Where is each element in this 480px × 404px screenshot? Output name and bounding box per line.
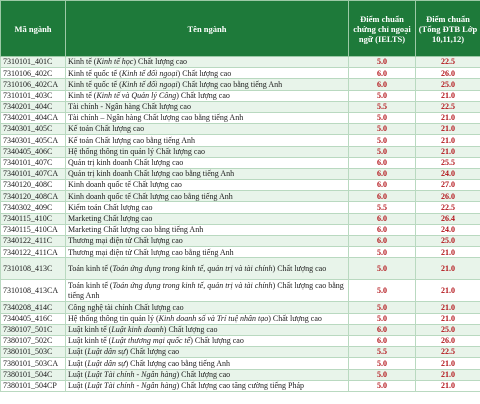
gpa-score: 21.0 [416, 302, 480, 313]
gpa-score: 21.0 [416, 146, 480, 157]
header-name: Tên ngành [66, 1, 349, 57]
gpa-score: 22.5 [416, 202, 480, 213]
table-row [1, 324, 480, 335]
ielts-score: 6.0 [349, 157, 416, 168]
major-name [66, 380, 349, 391]
gpa-score: 26.4 [416, 213, 480, 224]
ielts-score: 5.5 [349, 202, 416, 213]
table-row [1, 302, 480, 313]
major-name [66, 57, 349, 68]
ielts-score: 6.0 [349, 68, 416, 79]
table-row [1, 79, 480, 90]
ielts-score: 5.0 [349, 358, 416, 369]
major-name-text: Kinh tế quốc tế ( [68, 68, 122, 78]
major-name-text: Kinh doanh quốc tế Chất lượng cao [68, 180, 182, 190]
major-name [66, 302, 349, 313]
major-name-text: Công nghệ tài chính Chất lượng cao [68, 302, 184, 312]
major-code: 7340115_410CA [1, 224, 66, 235]
major-specialization: Kinh tế học [96, 57, 134, 67]
major-code: 7340122_411CA [1, 247, 66, 258]
major-name [66, 124, 349, 135]
gpa-score: 25.5 [416, 157, 480, 168]
major-code: 7380101_504C [1, 369, 66, 380]
header-ielts: Điểm chuẩn chứng chỉ ngoại ngữ (IELTS) [349, 1, 416, 57]
major-code: 7310106_402C [1, 68, 66, 79]
table-row [1, 112, 480, 123]
major-code: 7340101_407C [1, 157, 66, 168]
major-name-text: Luật ( [68, 369, 88, 379]
major-name [66, 236, 349, 247]
major-specialization: Kinh tế và Quản lý Công [96, 90, 177, 100]
ielts-score: 5.0 [349, 280, 416, 302]
major-code: 7340302_409C [1, 202, 66, 213]
ielts-score: 5.0 [349, 90, 416, 101]
major-name [66, 112, 349, 123]
table-row [1, 258, 480, 280]
table-row [1, 358, 480, 369]
major-code: 7310101_401C [1, 57, 66, 68]
ielts-score: 6.0 [349, 191, 416, 202]
major-name [66, 224, 349, 235]
major-name [66, 68, 349, 79]
major-name-text: Luật ( [68, 358, 88, 368]
ielts-score: 6.0 [349, 324, 416, 335]
table-row [1, 135, 480, 146]
header-code: Mã ngành [1, 1, 66, 57]
major-name-suffix: ) Chất lượng cao [177, 68, 232, 78]
major-name-text: Kinh tế quốc tế ( [68, 79, 122, 89]
major-name-text: Luật kinh tế ( [68, 325, 112, 335]
major-code: 7340208_414C [1, 302, 66, 313]
major-code: 7340115_410C [1, 213, 66, 224]
major-name-text: Luật ( [68, 347, 88, 357]
major-specialization: Kinh tế đối ngoại [121, 79, 178, 89]
major-code: 7340101_407CA [1, 168, 66, 179]
major-name-suffix: ) Chất lượng cao [176, 90, 230, 100]
major-specialization: Toán ứng dụng trong kinh tế, quản trị và tài chính [112, 281, 273, 291]
ielts-score: 5.0 [349, 112, 416, 123]
major-name [66, 369, 349, 380]
major-name-text: Hệ thống thông tin quản lý ( [68, 313, 159, 323]
major-specialization: Kinh tế đối ngoại [121, 68, 178, 78]
major-specialization: Luật kinh doanh [111, 325, 164, 335]
ielts-score: 6.0 [349, 224, 416, 235]
gpa-score: 21.0 [416, 313, 480, 324]
table-row [1, 168, 480, 179]
gpa-score: 25.0 [416, 236, 480, 247]
major-name [66, 313, 349, 324]
major-code: 7310106_402CA [1, 79, 66, 90]
table-row [1, 313, 480, 324]
major-code: 7340201_404CA [1, 112, 66, 123]
major-name-text: Kinh tế ( [68, 57, 97, 67]
major-name-text: Kiểm toán Chất lượng cao [68, 202, 153, 212]
major-code: 7380101_504CP [1, 380, 66, 391]
gpa-score: 21.0 [416, 90, 480, 101]
major-specialization: Luật Tài chính - Ngân hàng [87, 369, 177, 379]
gpa-score: 21.0 [416, 135, 480, 146]
ielts-score: 5.0 [349, 124, 416, 135]
gpa-score: 21.0 [416, 380, 480, 391]
major-name-text: Kinh tế ( [68, 90, 97, 100]
major-name-text: Toán kinh tế ( [68, 264, 113, 274]
major-name-text: Thương mại điện tử Chất lượng cao [68, 236, 183, 246]
major-name [66, 358, 349, 369]
gpa-score: 25.0 [416, 324, 480, 335]
table-row [1, 57, 480, 68]
header-gpa: Điểm chuẩn (Tổng ĐTB Lớp 10,11,12) [416, 1, 480, 57]
major-name [66, 157, 349, 168]
ielts-score: 5.0 [349, 369, 416, 380]
major-name-suffix: ) Chất lượng cao [125, 347, 180, 357]
major-name-suffix: ) Chất lượng cao [163, 325, 218, 335]
gpa-score: 22.5 [416, 57, 480, 68]
major-name-text: Thương mại điện tử Chất lượng cao bằng tiếng Anh [68, 247, 234, 257]
major-code: 7340405_416C [1, 313, 66, 324]
ielts-score: 6.0 [349, 236, 416, 247]
table-row [1, 180, 480, 191]
major-name-text: Kế toán Chất lượng cao bằng tiếng Anh [68, 135, 195, 145]
ielts-score: 5.0 [349, 135, 416, 146]
major-name-suffix: ) Chất lượng cao bằng tiếng Anh [177, 79, 283, 89]
major-name [66, 146, 349, 157]
gpa-score: 21.0 [416, 124, 480, 135]
major-code: 7310108_413C [1, 258, 66, 280]
table-row [1, 157, 480, 168]
major-name-suffix: ) Chất lượng cao bằng tiếng Anh [68, 281, 344, 300]
major-name-text: Luật ( [68, 381, 88, 391]
gpa-score: 24.0 [416, 224, 480, 235]
major-name [66, 168, 349, 179]
table-row [1, 90, 480, 101]
ielts-score: 5.0 [349, 380, 416, 391]
major-code: 7340120_408C [1, 180, 66, 191]
major-name-text: Luật kinh tế ( [68, 336, 112, 346]
major-specialization: Luật Tài chính - Ngân hàng [87, 381, 177, 391]
major-specialization: Luật dân sự [87, 358, 126, 368]
gpa-score: 22.5 [416, 347, 480, 358]
table-row [1, 247, 480, 258]
table-row [1, 146, 480, 157]
major-name-text: Tài chính – Ngân hàng Chất lượng cao bằng tiếng Anh [68, 113, 244, 123]
gpa-score: 21.0 [416, 112, 480, 123]
gpa-score: 21.0 [416, 258, 480, 280]
table-row [1, 68, 480, 79]
ielts-score: 5.0 [349, 57, 416, 68]
major-name-text: Toán kinh tế ( [68, 281, 113, 291]
major-specialization: Toán ứng dụng trong kinh tế, quản trị và tài chính [112, 264, 273, 274]
ielts-score: 6.0 [349, 180, 416, 191]
gpa-score: 21.0 [416, 247, 480, 258]
ielts-score: 6.0 [349, 213, 416, 224]
ielts-score: 5.0 [349, 302, 416, 313]
major-name-suffix: ) Chất lượng cao [190, 336, 244, 346]
ielts-score: 5.0 [349, 313, 416, 324]
major-name [66, 347, 349, 358]
gpa-score: 26.0 [416, 68, 480, 79]
table-row [1, 335, 480, 346]
major-name-suffix: ) Chất lượng cao bằng tiếng Anh [125, 358, 231, 368]
major-name-text: Kế toán Chất lượng cao [68, 124, 145, 134]
major-name [66, 90, 349, 101]
table-header-row [1, 1, 480, 57]
ielts-score: 5.0 [349, 258, 416, 280]
major-code: 7340120_408CA [1, 191, 66, 202]
major-name [66, 258, 349, 280]
major-code: 7340201_404C [1, 101, 66, 112]
ielts-score: 5.5 [349, 101, 416, 112]
major-code: 7380101_503CA [1, 358, 66, 369]
major-name [66, 135, 349, 146]
major-name-text: Quản trị kinh doanh Chất lượng cao bằng tiếng Anh [68, 169, 235, 179]
major-code: 7310108_413CA [1, 280, 66, 302]
table-row [1, 124, 480, 135]
ielts-score: 6.0 [349, 168, 416, 179]
major-code: 7340405_406C [1, 146, 66, 157]
major-name-text: Quản trị kinh doanh Chất lượng cao [68, 158, 184, 168]
ielts-score: 5.5 [349, 347, 416, 358]
major-specialization: Kinh doanh số và Trí tuệ nhân tạo [158, 313, 269, 323]
ielts-score: 6.0 [349, 79, 416, 90]
table-row [1, 280, 480, 302]
major-name [66, 180, 349, 191]
table-row [1, 101, 480, 112]
table-row [1, 191, 480, 202]
major-name [66, 324, 349, 335]
major-name-text: Hệ thống thông tin quản lý Chất lượng cao [68, 146, 205, 156]
major-specialization: Luật thương mại quốc tế [111, 336, 191, 346]
major-code: 7340122_411C [1, 236, 66, 247]
major-name [66, 335, 349, 346]
gpa-score: 25.0 [416, 79, 480, 90]
table-row [1, 202, 480, 213]
gpa-score: 24.0 [416, 168, 480, 179]
gpa-score: 26.0 [416, 335, 480, 346]
gpa-score: 26.0 [416, 191, 480, 202]
major-name [66, 191, 349, 202]
major-name [66, 202, 349, 213]
major-name-text: Tài chính - Ngân hàng Chất lượng cao [68, 102, 191, 112]
major-name-text: Marketing Chất lượng cao [68, 213, 153, 223]
major-name [66, 213, 349, 224]
gpa-score: 21.0 [416, 369, 480, 380]
major-code: 7380107_502C [1, 335, 66, 346]
major-name-text: Kinh doanh quốc tế Chất lượng cao bằng tiếng Anh [68, 191, 233, 201]
major-name [66, 101, 349, 112]
major-name [66, 79, 349, 90]
ielts-score: 5.0 [349, 247, 416, 258]
table-row [1, 369, 480, 380]
major-specialization: Luật dân sự [87, 347, 126, 357]
major-name-suffix: ) Chất lượng cao [176, 369, 231, 379]
major-name [66, 247, 349, 258]
major-name-suffix: ) Chất lượng cao [133, 57, 187, 67]
gpa-score: 21.0 [416, 280, 480, 302]
major-name-suffix: ) Chất lượng cao [272, 264, 327, 274]
table-row [1, 224, 480, 235]
major-name [66, 280, 349, 302]
table-row [1, 213, 480, 224]
gpa-score: 27.0 [416, 180, 480, 191]
major-code: 7380101_503C [1, 347, 66, 358]
major-name-suffix: ) Chất lượng cao tăng cường tiếng Pháp [176, 381, 305, 391]
ielts-score: 6.0 [349, 335, 416, 346]
table-row [1, 380, 480, 391]
table-row [1, 347, 480, 358]
major-code: 7340301_405C [1, 124, 66, 135]
major-code: 7310101_403C [1, 90, 66, 101]
ielts-score: 5.0 [349, 146, 416, 157]
gpa-score: 22.5 [416, 101, 480, 112]
major-code: 7380107_501C [1, 324, 66, 335]
table-row [1, 236, 480, 247]
major-name-text: Marketing Chất lượng cao bằng tiếng Anh [68, 225, 204, 235]
major-name-suffix: ) Chất lượng cao [268, 313, 322, 323]
major-code: 7340301_405CA [1, 135, 66, 146]
table-body [1, 57, 480, 392]
gpa-score: 21.0 [416, 358, 480, 369]
